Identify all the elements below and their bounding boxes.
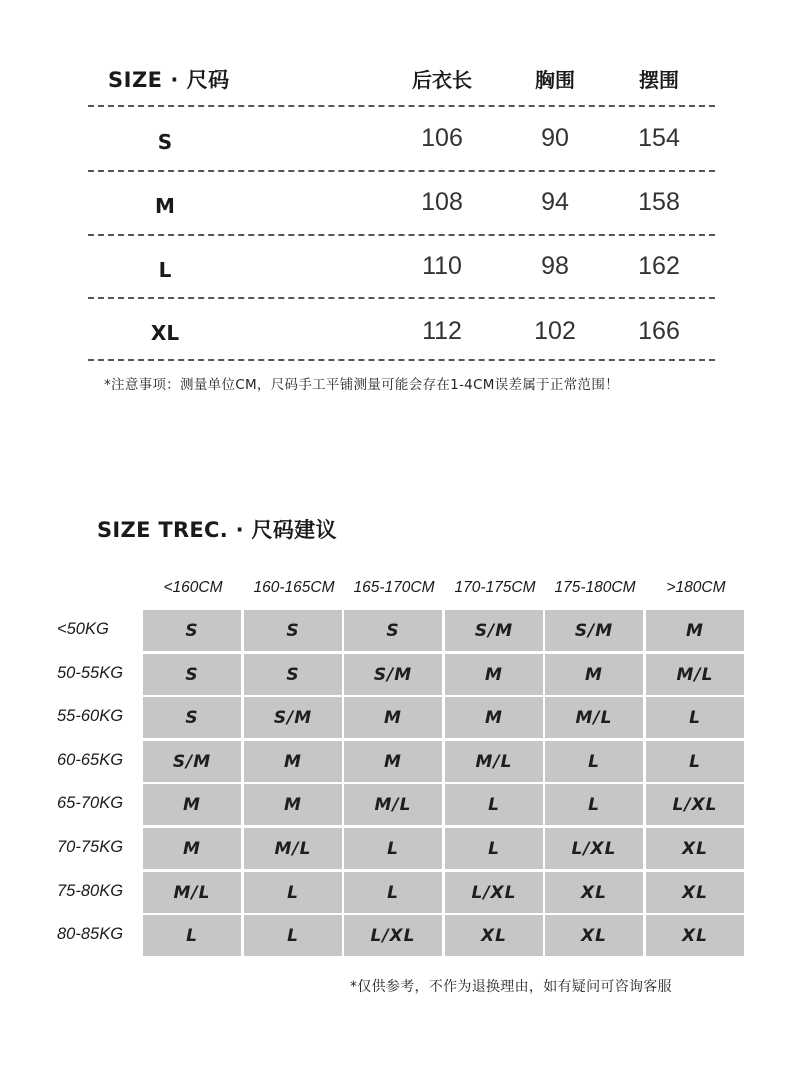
header-back-length: 后衣长 — [412, 68, 472, 92]
weight-header: 80-85KG — [57, 925, 124, 943]
size-cell: M — [244, 741, 342, 782]
weight-header: 60-65KG — [57, 751, 124, 769]
size-cell: L — [244, 915, 342, 956]
value-chest: 102 — [534, 317, 576, 345]
weight-header: 75-80KG — [57, 882, 124, 900]
size-cell: M/L — [545, 697, 643, 738]
size-cell: M/L — [344, 784, 442, 825]
weight-header: 65-70KG — [57, 794, 124, 812]
divider — [88, 105, 715, 107]
size-cell: M/L — [143, 872, 241, 913]
size-cell: L — [646, 741, 744, 782]
size-cell: L — [445, 784, 543, 825]
size-cell: L/XL — [545, 828, 643, 869]
recommendation-title: SIZE TREC. · 尺码建议 — [97, 518, 337, 542]
size-cell: XL — [646, 872, 744, 913]
size-cell: S — [143, 610, 241, 651]
divider — [88, 170, 715, 172]
size-cell: M — [445, 697, 543, 738]
size-cell: L/XL — [646, 784, 744, 825]
divider — [88, 297, 715, 299]
size-cell: M/L — [646, 654, 744, 695]
size-cell: S — [244, 654, 342, 695]
size-cell: S/M — [244, 697, 342, 738]
size-cell: L — [143, 915, 241, 956]
size-cell: XL — [545, 872, 643, 913]
size-cell: M/L — [244, 828, 342, 869]
size-cell: XL — [445, 915, 543, 956]
size-cell: L/XL — [344, 915, 442, 956]
size-cell: L — [646, 697, 744, 738]
weight-header: 50-55KG — [57, 664, 124, 682]
value-back-length: 108 — [421, 188, 463, 216]
size-cell: S/M — [344, 654, 442, 695]
size-chart-title: SIZE · 尺码 — [108, 68, 230, 92]
size-cell: L — [344, 828, 442, 869]
size-cell: M/L — [445, 741, 543, 782]
size-label-s: S — [157, 130, 173, 154]
value-back-length: 112 — [422, 317, 462, 345]
size-cell: L — [344, 872, 442, 913]
value-hem: 162 — [638, 252, 680, 280]
size-cell: L — [545, 741, 643, 782]
size-cell: XL — [646, 828, 744, 869]
height-header: <160CM — [163, 579, 223, 596]
size-cell: M — [143, 828, 241, 869]
size-cell: M — [344, 741, 442, 782]
value-hem: 154 — [638, 124, 680, 152]
size-cell: XL — [545, 915, 643, 956]
value-chest: 94 — [541, 188, 569, 216]
header-hem: 摆围 — [639, 68, 679, 92]
size-cell: S/M — [445, 610, 543, 651]
value-hem: 166 — [638, 317, 680, 345]
size-label-xl: XL — [150, 321, 180, 345]
size-cell: S — [143, 654, 241, 695]
height-header: 175-180CM — [554, 579, 636, 596]
value-back-length: 106 — [421, 124, 463, 152]
size-cell: S/M — [143, 741, 241, 782]
size-cell: XL — [646, 915, 744, 956]
size-cell: L — [445, 828, 543, 869]
height-header: 165-170CM — [353, 579, 435, 596]
size-cell: S/M — [545, 610, 643, 651]
weight-header: 55-60KG — [57, 707, 124, 725]
header-chest: 胸围 — [535, 68, 575, 92]
height-header: >180CM — [666, 579, 726, 596]
height-header: 170-175CM — [454, 579, 536, 596]
size-cell: S — [244, 610, 342, 651]
size-cell: M — [344, 697, 442, 738]
weight-header: 70-75KG — [57, 838, 124, 856]
size-cell: S — [344, 610, 442, 651]
value-chest: 98 — [541, 252, 569, 280]
height-header: 160-165CM — [253, 579, 335, 596]
size-cell: M — [545, 654, 643, 695]
value-chest: 90 — [541, 124, 569, 152]
measurement-note: *注意事项：测量单位CM，尺码手工平铺测量可能会存在1-4CM误差属于正常范围！ — [104, 377, 619, 393]
divider — [88, 234, 715, 236]
divider — [88, 359, 715, 361]
size-cell: M — [244, 784, 342, 825]
size-cell: L — [244, 872, 342, 913]
size-label-l: L — [158, 258, 172, 282]
size-cell: M — [143, 784, 241, 825]
size-label-m: M — [155, 194, 175, 218]
weight-header: <50KG — [57, 620, 109, 638]
size-cell: S — [143, 697, 241, 738]
disclaimer-note: *仅供参考，不作为退换理由，如有疑问可咨询客服 — [350, 979, 672, 995]
size-cell: M — [445, 654, 543, 695]
size-cell: M — [646, 610, 744, 651]
value-back-length: 110 — [422, 252, 462, 280]
value-hem: 158 — [638, 188, 680, 216]
size-cell: L — [545, 784, 643, 825]
size-cell: L/XL — [445, 872, 543, 913]
